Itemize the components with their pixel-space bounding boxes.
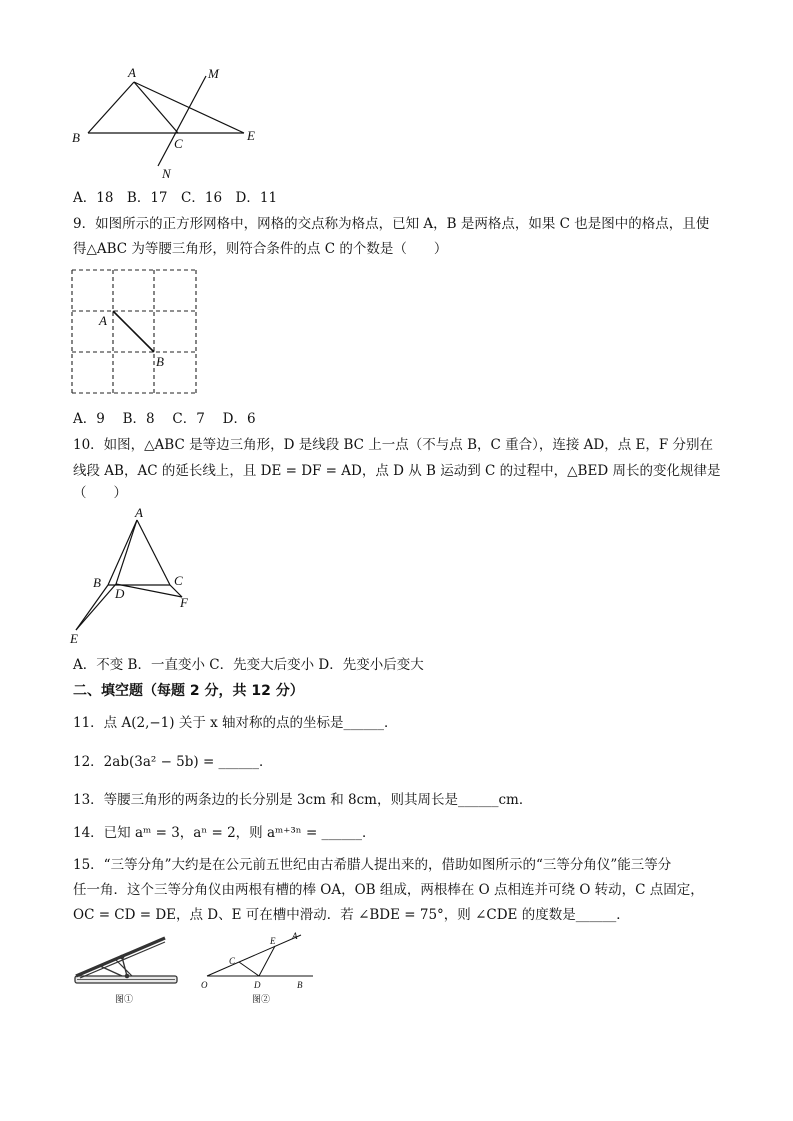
q15-fig2-label-a: A [292, 931, 298, 941]
q15-fig2-label-c: C [229, 956, 236, 966]
section-heading: 二、填空题（每题 2 分，共 12 分） [73, 683, 304, 699]
q15-fig2-label-d: D [254, 980, 261, 990]
q9-text-line2: 得△ABC 为等腰三角形，则符合条件的点 C 的个数是（ ） [73, 241, 448, 257]
q15-fig2-caption: 图② [252, 994, 271, 1004]
q14-text: 14．已知 aᵐ = 3，aⁿ = 2，则 aᵐ⁺³ⁿ = ______． [73, 825, 376, 841]
q8-label-n: N [162, 166, 171, 181]
q10-label-a: A [135, 505, 143, 520]
q10-label-e: E [70, 631, 78, 646]
q11-text: 11．点 A(2,−1) 关于 x 轴对称的点的坐标是______． [73, 715, 398, 731]
q8-label-a: A [128, 65, 136, 80]
q9-label-a: A [99, 313, 107, 328]
q15-text-line3: OC = CD = DE，点 D、E 可在槽中滑动．若 ∠BDE = 75°，则 ∠CDE 的度数是______． [73, 907, 630, 923]
q15-fig1-caption: 图① [115, 994, 134, 1004]
q8-label-b: B [72, 130, 80, 145]
q10-text-line2: 线段 AB，AC 的延长线上，且 DE = DF = AD，点 D 从 B 运动到 C 的过程中，△BED 周长的变化规律是 [73, 463, 721, 479]
q10-text-line3: （ ） [73, 485, 127, 501]
q9-text-line1: 9．如图所示的正方形网格中，网格的交点称为格点，已知 A，B 是两格点，如果 C 也是图中的格点，且使 [73, 216, 710, 232]
q15-fig2-label-e: E [270, 936, 276, 946]
q10-figure [62, 505, 202, 647]
q8-label-e: E [247, 128, 255, 143]
q10-label-b: B [93, 575, 101, 590]
q12-text: 12．2ab(3a² − 5b) = ______． [73, 754, 273, 770]
q13-text: 13．等腰三角形的两条边的长分别是 3cm 和 8cm，则其周长是______cm． [73, 792, 533, 808]
q15-fig2-label-b: B [297, 980, 303, 990]
q8-label-c: C [174, 136, 183, 151]
q9-options: A．9 B．8 C．7 D．6 [73, 411, 256, 427]
q10-label-d: D [115, 586, 125, 601]
q15-text-line2: 任一角．这个三等分角仪由两根有槽的棒 OA，OB 组成，两根棒在 O 点相连并可绕 O 转动，C 点固定， [73, 882, 704, 898]
q15-figure-2 [195, 930, 325, 1015]
q15-figure-1 [70, 930, 185, 1015]
q8-label-m: M [208, 66, 219, 81]
q15-fig2-label-o: O [201, 980, 208, 990]
q10-text-line1: 10．如图，△ABC 是等边三角形，D 是线段 BC 上一点（不与点 B，C 重合），连接 AD，点 E，F 分别在 [73, 437, 714, 453]
q10-options: A．不变 B．一直变小 C．先变大后变小 D．先变小后变大 [73, 657, 424, 673]
q10-label-f: F [180, 595, 188, 610]
q9-grid-figure [66, 265, 206, 400]
q9-label-b: B [156, 354, 164, 369]
q15-text-line1: 15．“三等分角”大约是在公元前五世纪由古希腊人提出来的，借助如图所示的“三等分角仪”能三等分 [73, 857, 672, 873]
q10-label-c: C [174, 573, 183, 588]
q8-options: A．18 B．17 C．16 D．11 [73, 190, 278, 206]
q8-figure [60, 62, 270, 182]
